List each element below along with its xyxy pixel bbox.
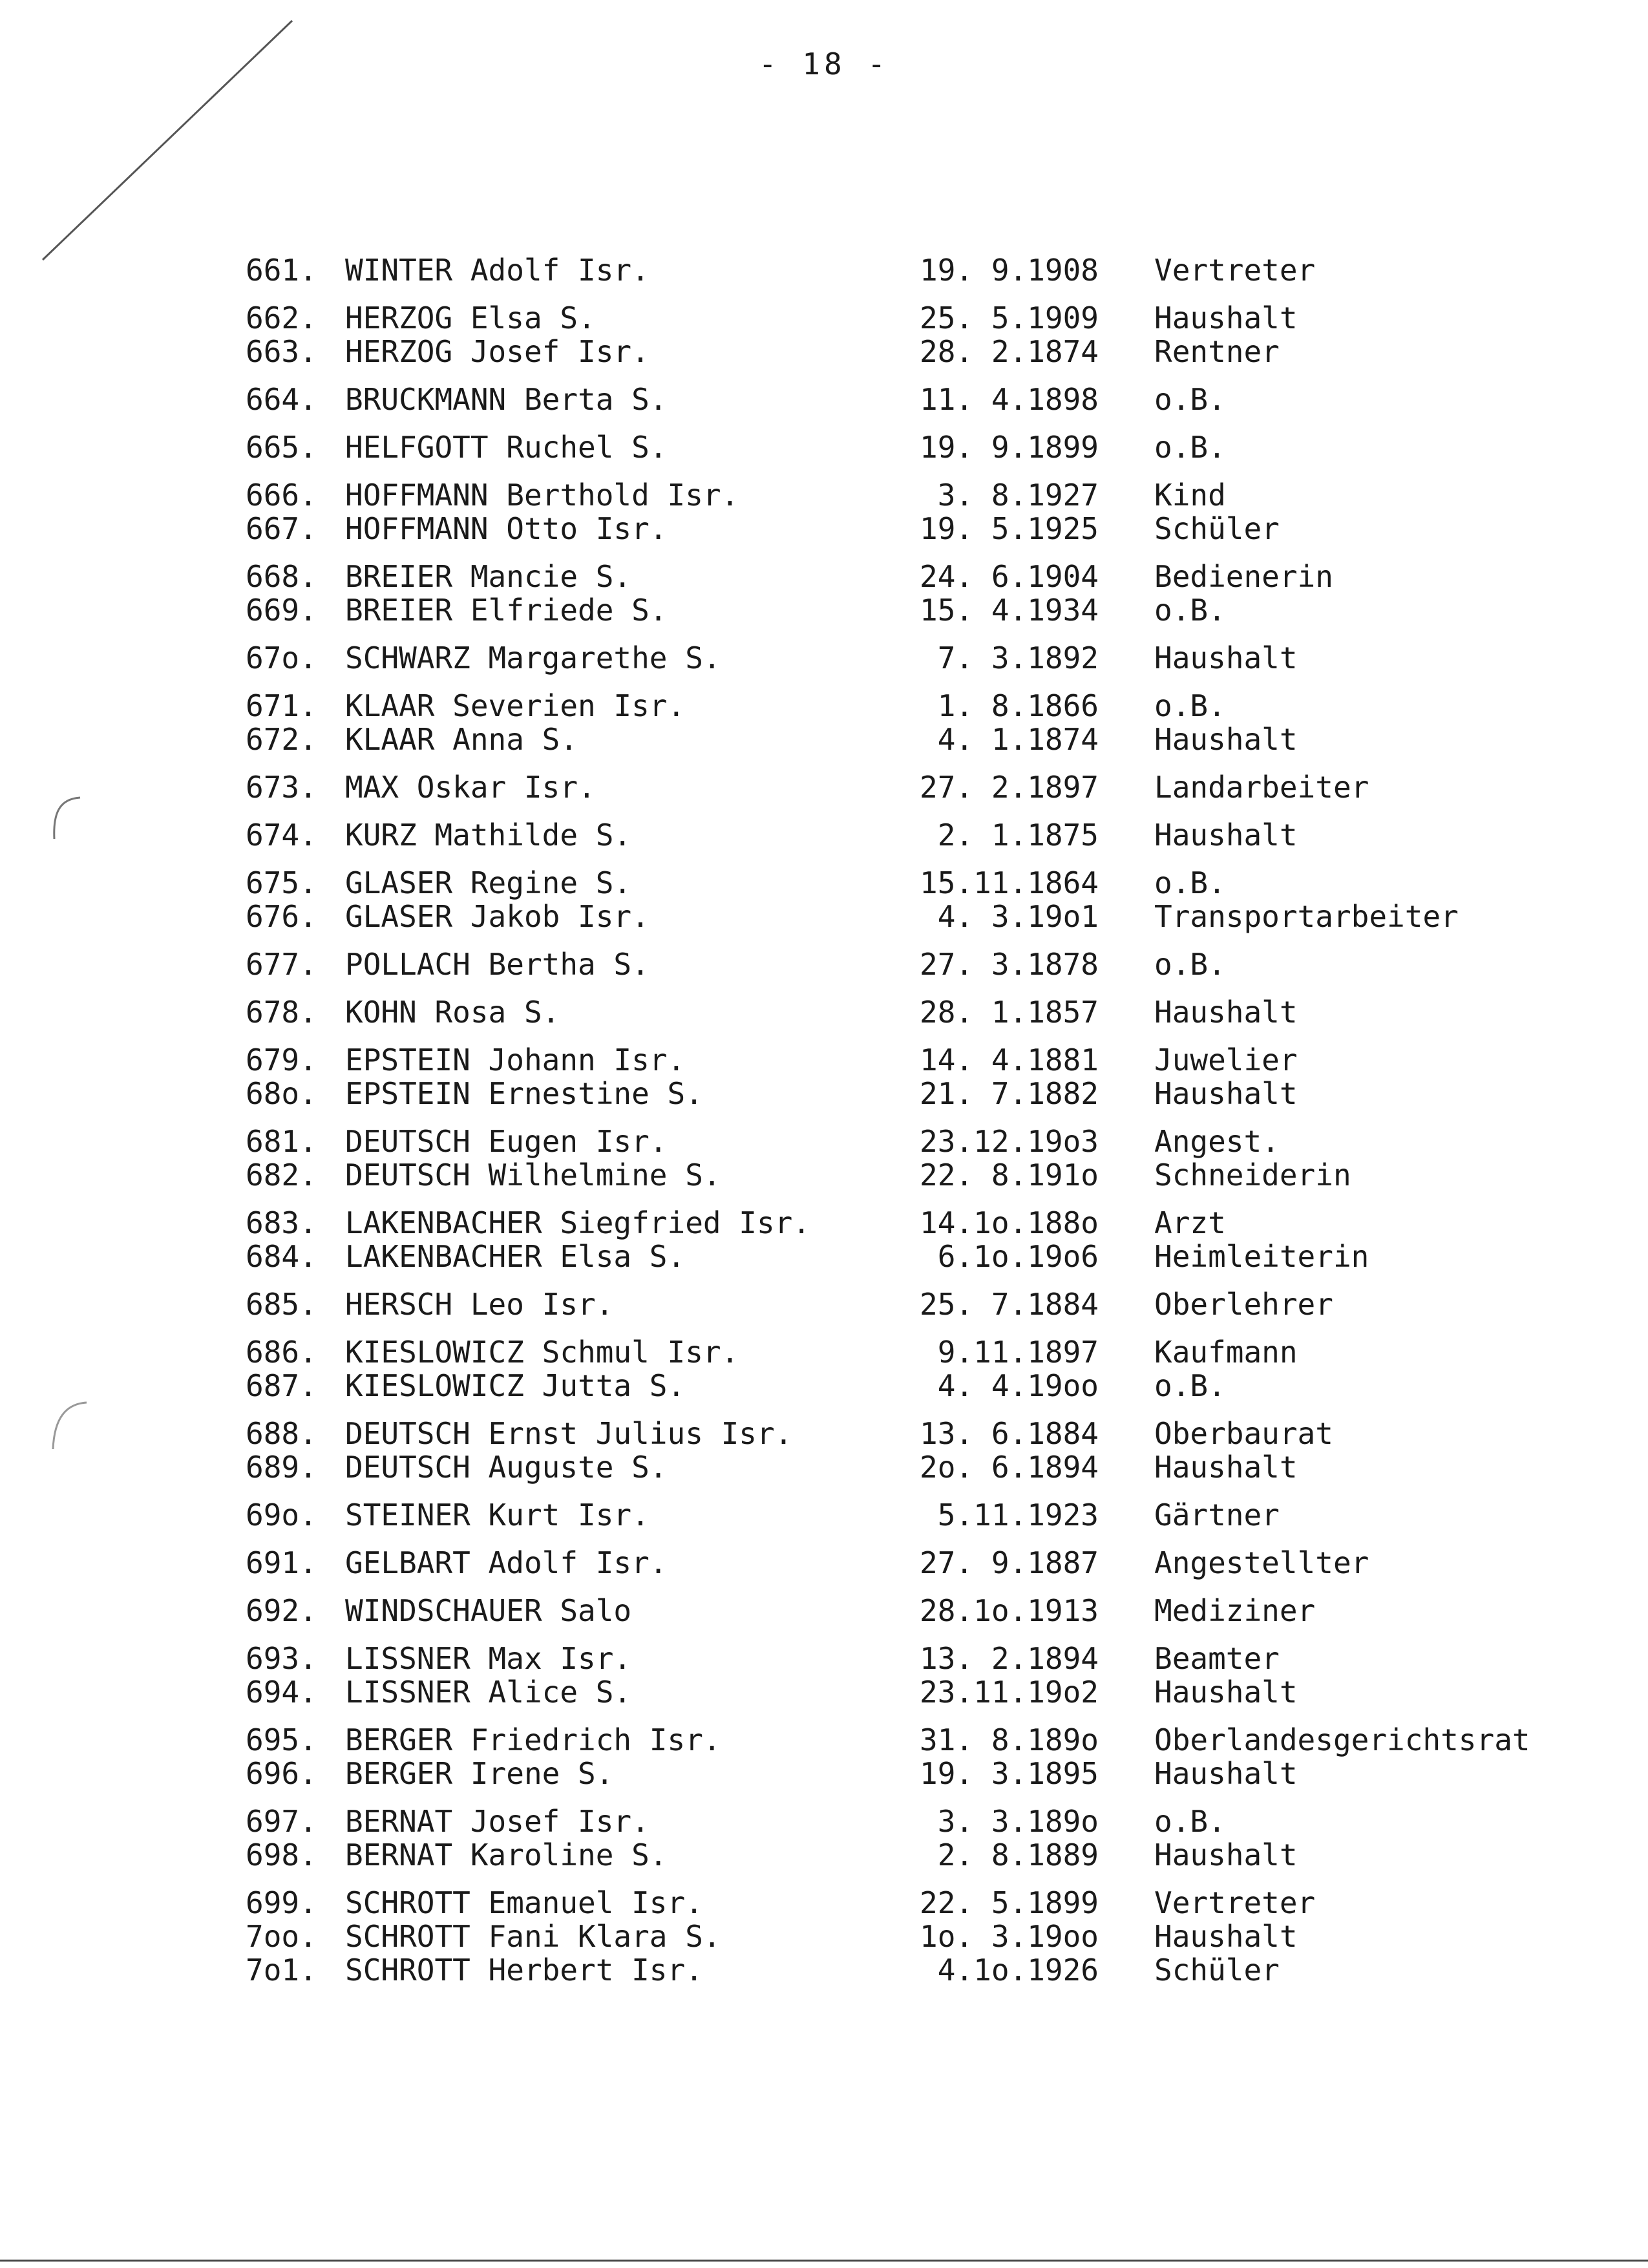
person-name: HERZOG Josef Isr. (345, 334, 650, 369)
list-entry (0, 1546, 1648, 1580)
person-name: KLAAR Anna S. (345, 722, 578, 757)
entry-group (0, 1594, 1648, 1627)
person-name: WINDSCHAUER Salo (345, 1593, 632, 1628)
birth-date: 14.1o.188o (920, 1205, 1099, 1240)
list-entry (0, 1158, 1648, 1192)
occupation: Angestellter (1154, 1545, 1369, 1580)
entry-number: 676. (246, 899, 317, 934)
birth-date: 31. 8.189o (920, 1722, 1099, 1757)
entry-group (0, 1335, 1648, 1403)
list-entry (0, 1920, 1648, 1953)
entry-number: 694. (246, 1675, 317, 1710)
entry-group (0, 478, 1648, 546)
birth-date: 4. 3.19o1 (937, 899, 1099, 934)
list-entry (0, 253, 1648, 287)
birth-date: 7. 3.1892 (937, 641, 1099, 675)
entry-number: 677. (246, 947, 317, 982)
person-name: EPSTEIN Johann Isr. (345, 1043, 686, 1077)
list-entry (0, 866, 1648, 900)
list-entry (0, 1886, 1648, 1920)
entry-group (0, 641, 1648, 675)
occupation: o.B. (1154, 382, 1226, 417)
entry-group (0, 1805, 1648, 1872)
list-entry (0, 723, 1648, 756)
entry-number: 671. (246, 688, 317, 723)
list-entry (0, 900, 1648, 933)
birth-date: 27. 3.1878 (920, 947, 1099, 982)
list-entry (0, 1723, 1648, 1757)
birth-date: 19. 9.1908 (920, 253, 1099, 288)
occupation: Haushalt (1154, 1076, 1298, 1111)
birth-date: 25. 7.1884 (920, 1287, 1099, 1322)
occupation: o.B. (1154, 1368, 1226, 1403)
birth-date: 4.1o.1926 (937, 1953, 1099, 1987)
entry-group (0, 1498, 1648, 1532)
entry-group (0, 560, 1648, 627)
list-entry (0, 1805, 1648, 1838)
person-name: EPSTEIN Ernestine S. (345, 1076, 703, 1111)
occupation: o.B. (1154, 1804, 1226, 1839)
birth-date: 21. 7.1882 (920, 1076, 1099, 1111)
birth-date: 22. 8.191o (920, 1158, 1099, 1192)
occupation: o.B. (1154, 593, 1226, 628)
person-name: BERGER Irene S. (345, 1756, 614, 1791)
list-entry (0, 383, 1648, 416)
birth-date: 22. 5.1899 (920, 1885, 1099, 1920)
list-entry (0, 1043, 1648, 1077)
entry-number: 674. (246, 818, 317, 853)
occupation: Vertreter (1154, 1885, 1316, 1920)
entry-group (0, 1886, 1648, 1987)
occupation: Bedienerin (1154, 559, 1333, 594)
list-entry (0, 1369, 1648, 1403)
birth-date: 11. 4.1898 (920, 382, 1099, 417)
birth-date: 5.11.1923 (937, 1498, 1099, 1532)
list-entry (0, 1125, 1648, 1158)
birth-date: 28. 1.1857 (920, 995, 1099, 1030)
person-name: BERNAT Josef Isr. (345, 1804, 650, 1839)
occupation: Schneiderin (1154, 1158, 1351, 1192)
person-name: KURZ Mathilde S. (345, 818, 632, 853)
person-name: LISSNER Max Isr. (345, 1641, 632, 1676)
entry-group (0, 1723, 1648, 1790)
list-entry (0, 430, 1648, 464)
entry-group (0, 253, 1648, 287)
entry-number: 689. (246, 1450, 317, 1485)
person-name: SCHROTT Emanuel Isr. (345, 1885, 703, 1920)
occupation: Haushalt (1154, 301, 1298, 335)
entry-number: 684. (246, 1239, 317, 1274)
entry-group (0, 1642, 1648, 1709)
entry-group (0, 1288, 1648, 1321)
birth-date: 23.11.19o2 (920, 1675, 1099, 1710)
entry-group (0, 1417, 1648, 1484)
person-name: LAKENBACHER Elsa S. (345, 1239, 686, 1274)
entry-number: 688. (246, 1416, 317, 1451)
occupation: Kind (1154, 478, 1226, 513)
bottom-edge-rule (0, 2260, 1648, 2262)
list-entry (0, 478, 1648, 512)
person-name: BREIER Elfriede S. (345, 593, 668, 628)
occupation: o.B. (1154, 947, 1226, 982)
person-name: SCHWARZ Margarethe S. (345, 641, 721, 675)
person-name: HERZOG Elsa S. (345, 301, 596, 335)
person-name: LISSNER Alice S. (345, 1675, 632, 1710)
list-entry (0, 1642, 1648, 1675)
birth-date: 13. 6.1884 (920, 1416, 1099, 1451)
birth-date: 2o. 6.1894 (920, 1450, 1099, 1485)
entry-number: 682. (246, 1158, 317, 1192)
list-entry (0, 641, 1648, 675)
person-name: HOFFMANN Berthold Isr. (345, 478, 739, 513)
entry-group (0, 1546, 1648, 1580)
entry-group (0, 430, 1648, 464)
list-entry (0, 1206, 1648, 1240)
person-name: KIESLOWICZ Jutta S. (345, 1368, 686, 1403)
entry-number: 695. (246, 1722, 317, 1757)
entry-group (0, 948, 1648, 981)
person-name: KIESLOWICZ Schmul Isr. (345, 1335, 739, 1370)
entry-number: 667. (246, 511, 317, 546)
person-name: KLAAR Severien Isr. (345, 688, 686, 723)
birth-date: 27. 9.1887 (920, 1545, 1099, 1580)
birth-date: 24. 6.1904 (920, 559, 1099, 594)
list-entry (0, 1450, 1648, 1484)
occupation: Haushalt (1154, 722, 1298, 757)
occupation: Oberlehrer (1154, 1287, 1333, 1322)
person-name: SCHROTT Herbert Isr. (345, 1953, 703, 1987)
list-entry (0, 301, 1648, 335)
entry-number: 686. (246, 1335, 317, 1370)
person-name: GLASER Regine S. (345, 865, 632, 900)
entry-number: 669. (246, 593, 317, 628)
entry-number: 664. (246, 382, 317, 417)
occupation: Haushalt (1154, 1838, 1298, 1872)
entry-group (0, 1206, 1648, 1273)
person-name: WINTER Adolf Isr. (345, 253, 650, 288)
entry-number: 699. (246, 1885, 317, 1920)
list-entry (0, 1077, 1648, 1110)
occupation: Haushalt (1154, 995, 1298, 1030)
entry-number: 696. (246, 1756, 317, 1791)
birth-date: 4. 4.19oo (937, 1368, 1099, 1403)
entry-number: 697. (246, 1804, 317, 1839)
birth-date: 19. 5.1925 (920, 511, 1099, 546)
entry-group (0, 301, 1648, 368)
birth-date: 14. 4.1881 (920, 1043, 1099, 1077)
person-name: GELBART Adolf Isr. (345, 1545, 668, 1580)
list-entry (0, 1288, 1648, 1321)
occupation: Schüler (1154, 511, 1280, 546)
occupation: Landarbeiter (1154, 770, 1369, 805)
occupation: o.B. (1154, 688, 1226, 723)
birth-date: 3. 8.1927 (937, 478, 1099, 513)
occupation: Haushalt (1154, 641, 1298, 675)
entry-number: 687. (246, 1368, 317, 1403)
occupation: Arzt (1154, 1205, 1226, 1240)
occupation: Haushalt (1154, 1756, 1298, 1791)
list-entry (0, 1675, 1648, 1709)
birth-date: 28. 2.1874 (920, 334, 1099, 369)
entry-group (0, 866, 1648, 933)
birth-date: 13. 2.1894 (920, 1641, 1099, 1676)
occupation: Kaufmann (1154, 1335, 1298, 1370)
birth-date: 2. 8.1889 (937, 1838, 1099, 1872)
entry-number: 692. (246, 1593, 317, 1628)
birth-date: 4. 1.1874 (937, 722, 1099, 757)
list-entry (0, 689, 1648, 723)
entry-number: 675. (246, 865, 317, 900)
occupation: Angest. (1154, 1124, 1280, 1159)
birth-date: 1. 8.1866 (937, 688, 1099, 723)
entry-number: 665. (246, 430, 317, 465)
person-name: BERGER Friedrich Isr. (345, 1722, 721, 1757)
birth-date: 19. 3.1895 (920, 1756, 1099, 1791)
birth-date: 3. 3.189o (937, 1804, 1099, 1839)
occupation: Haushalt (1154, 1450, 1298, 1485)
entry-number: 7o1. (246, 1953, 317, 1987)
entry-number: 662. (246, 301, 317, 335)
occupation: Vertreter (1154, 253, 1316, 288)
list-entry (0, 335, 1648, 368)
entry-number: 685. (246, 1287, 317, 1322)
entry-number: 673. (246, 770, 317, 805)
entry-number: 68o. (246, 1076, 317, 1111)
entry-group (0, 689, 1648, 756)
birth-date: 1o. 3.19oo (920, 1919, 1099, 1954)
deportation-list (0, 253, 1648, 2001)
entry-number: 69o. (246, 1498, 317, 1532)
list-entry (0, 1498, 1648, 1532)
person-name: GLASER Jakob Isr. (345, 899, 650, 934)
entry-number: 668. (246, 559, 317, 594)
entry-number: 661. (246, 253, 317, 288)
occupation: Rentner (1154, 334, 1280, 369)
occupation: Haushalt (1154, 1919, 1298, 1954)
entry-group (0, 1043, 1648, 1110)
person-name: HELFGOTT Ruchel S. (345, 430, 668, 465)
birth-date: 25. 5.1909 (920, 301, 1099, 335)
occupation: Juwelier (1154, 1043, 1298, 1077)
birth-date: 27. 2.1897 (920, 770, 1099, 805)
occupation: Oberbaurat (1154, 1416, 1333, 1451)
entry-number: 663. (246, 334, 317, 369)
occupation: Oberlandesgerichtsrat (1154, 1722, 1530, 1757)
entry-number: 683. (246, 1205, 317, 1240)
person-name: DEUTSCH Eugen Isr. (345, 1124, 668, 1159)
birth-date: 15.11.1864 (920, 865, 1099, 900)
person-name: LAKENBACHER Siegfried Isr. (345, 1205, 811, 1240)
person-name: HOFFMANN Otto Isr. (345, 511, 668, 546)
occupation: o.B. (1154, 430, 1226, 465)
entry-number: 691. (246, 1545, 317, 1580)
person-name: HERSCH Leo Isr. (345, 1287, 614, 1322)
entry-number: 678. (246, 995, 317, 1030)
list-entry (0, 512, 1648, 546)
occupation: Heimleiterin (1154, 1239, 1369, 1274)
entry-group (0, 383, 1648, 416)
person-name: BRUCKMANN Berta S. (345, 382, 668, 417)
list-entry (0, 1240, 1648, 1273)
person-name: POLLACH Bertha S. (345, 947, 650, 982)
occupation: Gärtner (1154, 1498, 1280, 1532)
person-name: BREIER Mancie S. (345, 559, 632, 594)
occupation: Schüler (1154, 1953, 1280, 1987)
birth-date: 23.12.19o3 (920, 1124, 1099, 1159)
occupation: Mediziner (1154, 1593, 1316, 1628)
person-name: BERNAT Karoline S. (345, 1838, 668, 1872)
person-name: DEUTSCH Wilhelmine S. (345, 1158, 721, 1192)
person-name: SCHROTT Fani Klara S. (345, 1919, 721, 1954)
entry-number: 679. (246, 1043, 317, 1077)
entry-group (0, 995, 1648, 1029)
entry-number: 7oo. (246, 1919, 317, 1954)
list-entry (0, 770, 1648, 804)
entry-number: 67o. (246, 641, 317, 675)
person-name: KOHN Rosa S. (345, 995, 560, 1030)
entry-group (0, 1125, 1648, 1192)
list-entry (0, 560, 1648, 593)
list-entry (0, 818, 1648, 852)
list-entry (0, 1757, 1648, 1790)
person-name: MAX Oskar Isr. (345, 770, 596, 805)
occupation: Transportarbeiter (1154, 899, 1459, 934)
list-entry (0, 1953, 1648, 1987)
entry-number: 681. (246, 1124, 317, 1159)
occupation: Beamter (1154, 1641, 1280, 1676)
birth-date: 2. 1.1875 (937, 818, 1099, 853)
occupation: o.B. (1154, 865, 1226, 900)
entry-number: 693. (246, 1641, 317, 1676)
person-name: DEUTSCH Auguste S. (345, 1450, 668, 1485)
list-entry (0, 1417, 1648, 1450)
person-name: DEUTSCH Ernst Julius Isr. (345, 1416, 793, 1451)
birth-date: 28.1o.1913 (920, 1593, 1099, 1628)
entry-group (0, 818, 1648, 852)
list-entry (0, 1838, 1648, 1872)
entry-number: 672. (246, 722, 317, 757)
list-entry (0, 1594, 1648, 1627)
list-entry (0, 995, 1648, 1029)
list-entry (0, 593, 1648, 627)
occupation: Haushalt (1154, 818, 1298, 853)
person-name: STEINER Kurt Isr. (345, 1498, 650, 1532)
birth-date: 19. 9.1899 (920, 430, 1099, 465)
occupation: Haushalt (1154, 1675, 1298, 1710)
page-number: - 18 - (758, 47, 890, 81)
birth-date: 6.1o.19o6 (937, 1239, 1099, 1274)
entry-group (0, 770, 1648, 804)
entry-number: 698. (246, 1838, 317, 1872)
birth-date: 9.11.1897 (937, 1335, 1099, 1370)
list-entry (0, 948, 1648, 981)
entry-number: 666. (246, 478, 317, 513)
list-entry (0, 1335, 1648, 1369)
birth-date: 15. 4.1934 (920, 593, 1099, 628)
